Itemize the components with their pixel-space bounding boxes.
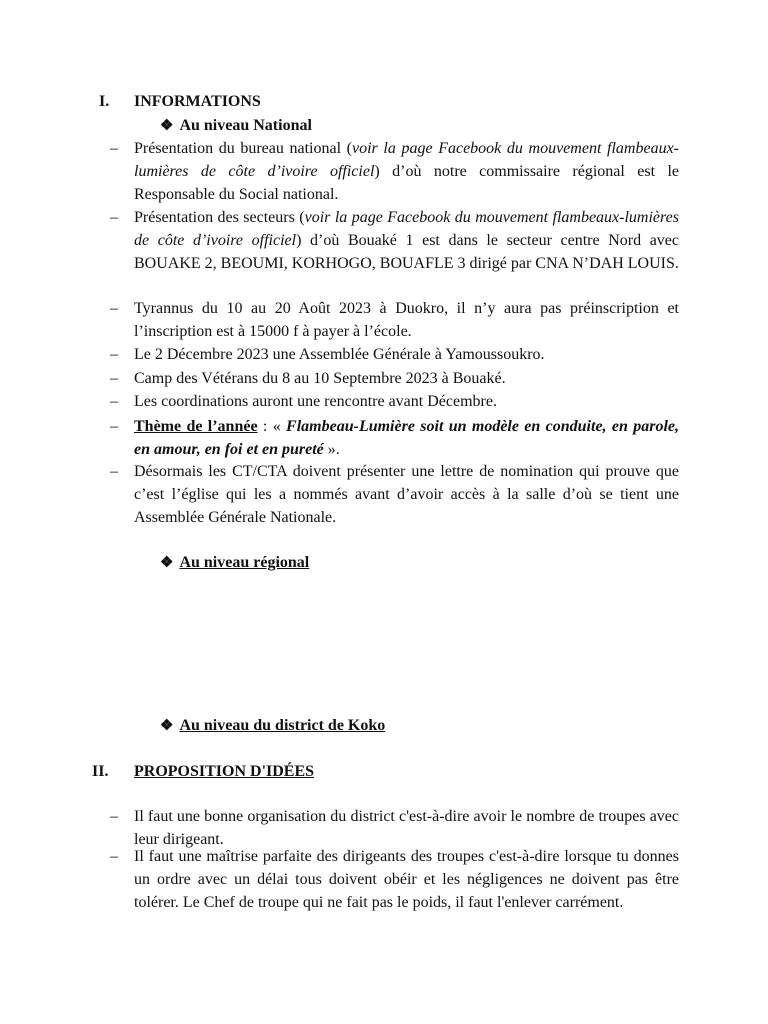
dash-bullet: – (110, 209, 118, 226)
list-item-text: Désormais les CT/CTA doivent présenter une lettre de nomination qui prouve que c’est l’église qui les a nommés avant d’avoir accès à la salle d’où se tient une Assemblée Générale Nationale. (134, 463, 679, 526)
theme-end: ». (323, 441, 340, 458)
item-text-part: ) d’où Bouaké 1 est dans le secteur centre Nord avec BOUAKE 2, BEOUMI, KORHOGO, BOUAFLE 3 dirigé par CNA N’DAH LOUIS. (134, 232, 680, 272)
theme-label: Thème de l’année (134, 418, 258, 435)
list-item-text (134, 137, 679, 206)
theme-text: Flambeau-Lumière soit un modèle en conduite, en parole, en amour, en foi et en pureté (134, 418, 679, 458)
item-text-part: Présentation des secteurs ( (134, 209, 305, 226)
subsection-regional-title: Au niveau régional (179, 554, 310, 571)
list-item-text: Il faut une bonne organisation du district c'est-à-dire avoir le nombre de troupes avec leur dirigeant. (134, 808, 679, 848)
list-item-theme (110, 415, 679, 461)
list-item (110, 845, 679, 914)
subsection-district-title: Au niveau du district de Koko (179, 717, 386, 734)
list-item-text (134, 206, 679, 275)
subsection-national (160, 114, 312, 138)
list-item-text: Tyrannus du 10 au 20 Août 2023 à Duokro, il n’y aura pas préinscription et l’inscription est à 15000 f à payer à l’école. (134, 300, 679, 340)
list-item (110, 137, 679, 206)
list-item (110, 367, 679, 390)
section-2-number: II. (92, 763, 109, 780)
list-item (110, 206, 679, 275)
list-item-text (134, 415, 679, 461)
list-item (110, 460, 679, 529)
list-item-text: Camp des Vétérans du 8 au 10 Septembre 2023 à Bouaké. (134, 370, 506, 387)
dash-bullet: – (110, 848, 118, 865)
subsection-regional (160, 551, 309, 575)
dash-bullet: – (110, 808, 118, 825)
dash-bullet: – (110, 463, 118, 480)
dash-bullet: – (110, 346, 118, 363)
theme-separator: : « (257, 418, 287, 435)
dash-bullet: – (110, 393, 118, 410)
subsection-district (160, 714, 385, 738)
section-1-heading (99, 90, 261, 113)
section-1-number: I. (99, 93, 110, 110)
diamond-bullet-icon: ❖ (160, 718, 174, 734)
list-item (110, 343, 679, 366)
dash-bullet: – (110, 370, 118, 387)
diamond-bullet-icon: ❖ (160, 118, 174, 134)
item-text-part: ) d’où notre commissaire régional est le Responsable du Social national. (134, 163, 679, 203)
diamond-bullet-icon: ❖ (160, 555, 174, 571)
dash-bullet: – (110, 300, 118, 317)
item-italic-reference: voir la page Facebook du mouvement flambeaux-lumières de côte d’ivoire officiel (134, 140, 679, 180)
section-2-title: PROPOSITION D'IDÉES (134, 763, 315, 780)
section-1-title: INFORMATIONS (134, 93, 261, 110)
item-text-part: Présentation du bureau national ( (134, 140, 352, 157)
subsection-national-title: Au niveau National (179, 117, 312, 134)
list-item-text: Il faut une maîtrise parfaite des dirigeants des troupes c'est-à-dire lorsque tu donnes un ordre avec un délai tous doivent obéir et les négligences ne doivent pas être tolérer. Le Chef de troupe qui ne fait pas le poids, il faut l'enlever carrément. (134, 848, 679, 911)
dash-bullet: – (110, 140, 118, 157)
list-item-text: Le 2 Décembre 2023 une Assemblée Générale à Yamoussoukro. (134, 346, 545, 363)
dash-bullet: – (110, 418, 118, 435)
list-item (110, 297, 679, 343)
list-item (110, 390, 679, 413)
list-item-text: Les coordinations auront une rencontre avant Décembre. (134, 393, 497, 410)
item-italic-reference: voir la page Facebook du mouvement flambeaux-lumières de côte d’ivoire officiel (134, 209, 679, 249)
section-2-heading (92, 760, 314, 783)
